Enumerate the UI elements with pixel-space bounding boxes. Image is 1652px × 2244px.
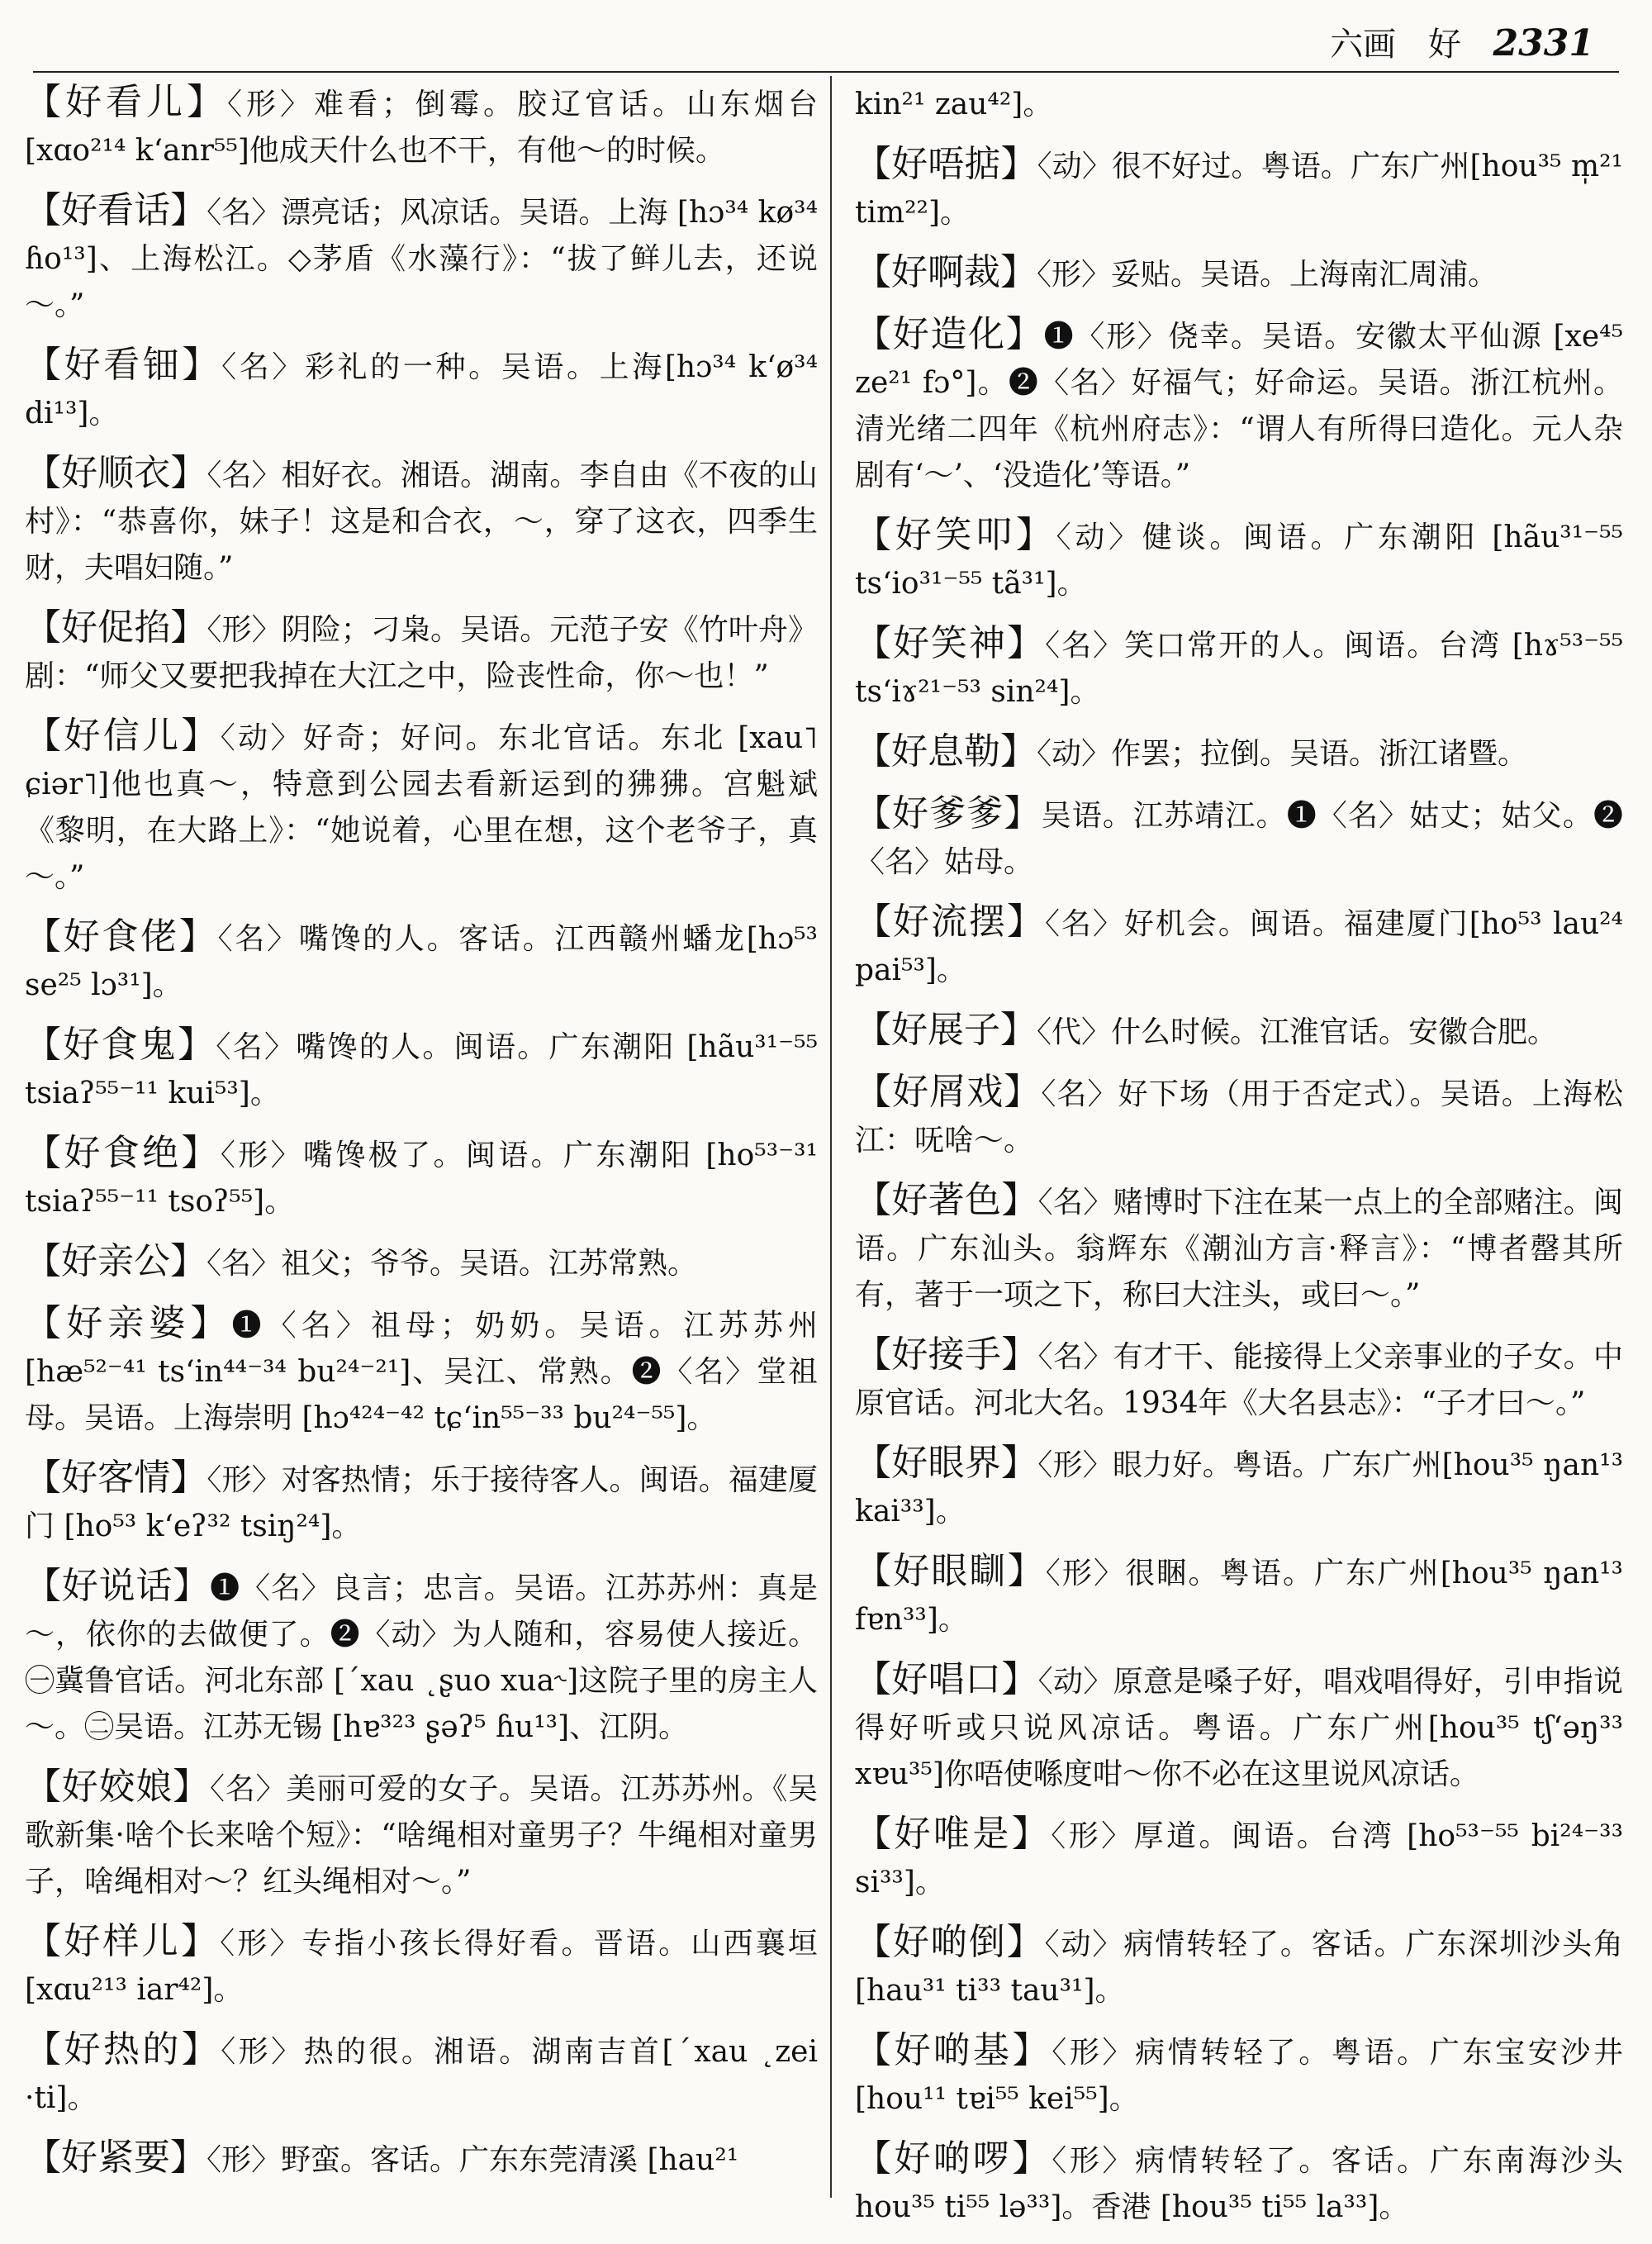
- entry-definition: 〈形〉病情转轻了。粤语。广东宝安沙井 [hou¹¹ tɐi⁵⁵ kei⁵⁵]。: [855, 2036, 1623, 2116]
- page-number: 2331: [1493, 22, 1594, 64]
- dictionary-entry: [25, 342, 818, 437]
- dictionary-entry: [855, 899, 1623, 994]
- dictionary-entry: [25, 1918, 818, 2013]
- dictionary-entry: [25, 1022, 818, 1117]
- dictionary-entry: [855, 1007, 1623, 1056]
- entry-definition: 〈动〉原意是嗓子好，唱戏唱得好，引申指说得好听或只说风凉话。粤语。广东广州[hou³⁵ tʃʻəŋ³³ xɐu³⁵]你唔使喺度咁～你不必在这里说风凉话。: [855, 1665, 1623, 1791]
- entry-definition: 〈形〉很睏。粤语。广东广州[hou³⁵ ŋan¹³ fɐn³³]。: [855, 1557, 1623, 1637]
- entry-headword: 【好食绝】: [25, 1132, 221, 1174]
- entry-headword: 【好息勒】: [855, 730, 1037, 773]
- entry-headword: 【好爹爹】: [855, 792, 1042, 834]
- entry-definition: 〈名〉美丽可爱的女子。吴语。江苏苏州。《吴歌新集·啥个长来啥个短》：“啥绳相对童男子？牛绳相对童男子，啥绳相对～？红头绳相对～。”: [25, 1772, 818, 1899]
- entry-headword: 【好食佬】: [25, 915, 218, 958]
- dictionary-entry: [855, 791, 1623, 886]
- entry-headword: 【好亲公】: [25, 1240, 206, 1282]
- dictionary-entry: [25, 1563, 818, 1751]
- dictionary-entry: [855, 1919, 1623, 2014]
- header-rule: [33, 71, 1619, 73]
- dictionary-entry: [855, 1332, 1623, 1427]
- entry-definition: 〈形〉热的很。湘语。湖南吉首[ˊxau ˛zei ·ti]。: [25, 2035, 819, 2115]
- entry-headword: 【好展子】: [855, 1009, 1037, 1051]
- entry-headword: 【好促掐】: [25, 606, 207, 649]
- entry-definition: 〈名〉祖父；爷爷。吴语。江苏常熟。: [206, 1247, 698, 1281]
- entry-headword: 【好热的】: [25, 2028, 221, 2070]
- dictionary-entry: [855, 620, 1623, 716]
- entry-headword: 【好接手】: [855, 1334, 1038, 1376]
- dictionary-entry: [855, 1177, 1623, 1319]
- dictionary-entry: [25, 713, 818, 901]
- section-label: 六画: [1330, 26, 1397, 64]
- entry-definition: 〈名〉赌博时下注在某一点上的全部赌注。闽语。广东汕头。翁辉东《潮汕方言·释言》：“博者罄其所有，著于一项之下，称曰大注头，或曰～。”: [855, 1186, 1623, 1312]
- entry-definition: ❶〈名〉祖母；奶奶。吴语。江苏苏州[hæ⁵²⁻⁴¹ tsʻin⁴⁴⁻³⁴ bu²⁴⁻²¹]、吴江、常熟。❷〈名〉堂祖母。吴语。上海崇明 [hɔ⁴²⁴⁻⁴² tɕʻin⁵⁵⁻³³ bu²⁴⁻⁵⁵]。: [25, 1309, 818, 1435]
- entry-headword: 【好啲基】: [855, 2029, 1052, 2071]
- entry-definition: 〈形〉厚道。闽语。台湾 [ho⁵³⁻⁵⁵ bi²⁴⁻³³ si³³]。: [855, 1819, 1624, 1899]
- entry-definition: kin²¹ zau⁴²]。: [855, 88, 1053, 121]
- dictionary-entry: [25, 1130, 818, 1225]
- entry-definition: 〈动〉很不好过。粤语。广东广州[hou³⁵ m̩²¹ tim²²]。: [855, 150, 1623, 230]
- dictionary-entry: [855, 1548, 1623, 1643]
- entry-definition: 〈名〉彩礼的一种。吴语。上海[hɔ³⁴ kʻø³⁴ di¹³]。: [25, 350, 818, 430]
- dictionary-entry: [855, 2136, 1623, 2231]
- entry-definition: ❶〈名〉良言；忠言。吴语。江苏苏州：真是～，依你的去做便了。❷〈动〉为人随和，容易使人接近。㊀冀鲁官话。河北东部 [ˊxau ˛ʂuo xua˞]这院子里的房主人～。㊁吴语。江苏无锡 [hɐ³²³ ʂəʔ⁵ ɦu¹³]、江阴。: [25, 1571, 818, 1744]
- entry-headword: 【好看话】: [25, 189, 207, 231]
- dictionary-entry: [25, 79, 818, 174]
- entry-headword: 【好啲倒】: [855, 1921, 1045, 1963]
- dictionary-entry: [855, 79, 1623, 128]
- entry-definition: 〈名〉嘴馋的人。闽语。广东潮阳 [hãu³¹⁻⁵⁵ tsiaʔ⁵⁵⁻¹¹ kui⁵³]。: [25, 1030, 818, 1110]
- dictionary-entry: [855, 1440, 1623, 1535]
- entry-definition: 〈形〉病情转轻了。客话。广东南海沙头 hou³⁵ ti⁵⁵ lə³³]。香港 [hou³⁵ ti⁵⁵ la³³]。: [855, 2144, 1623, 2224]
- entry-headword: 【好看儿】: [25, 81, 227, 123]
- right-column: [855, 79, 1623, 2244]
- entry-headword: 【好流摆】: [855, 901, 1045, 943]
- entry-headword: 【好眼界】: [855, 1442, 1038, 1484]
- dictionary-entry: [855, 1811, 1623, 1906]
- entry-definition: 〈名〉笑口常开的人。闽语。台湾 [hɤ⁵³⁻⁵⁵ tsʻiɤ²¹⁻⁵³ sin²⁴]。: [855, 629, 1623, 709]
- entry-headword: 【好唱口】: [855, 1658, 1038, 1700]
- dictionary-entry: [855, 141, 1623, 236]
- dictionary-entry: [25, 1300, 818, 1442]
- entry-definition: 〈形〉眼力好。粤语。广东广州[hou³⁵ ŋan¹³ kai³³]。: [855, 1448, 1623, 1528]
- dictionary-entry: [855, 250, 1623, 298]
- entry-definition: 〈形〉嘴馋极了。闽语。广东潮阳 [ho⁵³⁻³¹ tsiaʔ⁵⁵⁻¹¹ tsoʔ⁵⁵]。: [25, 1139, 819, 1219]
- dictionary-entry: [855, 1657, 1623, 1798]
- entry-headword: 【好紧要】: [25, 2137, 206, 2179]
- dictionary-entry: [855, 1069, 1623, 1164]
- entry-headword: 【好啲啰】: [855, 2137, 1052, 2180]
- entry-definition: ❶〈形〉侥幸。吴语。安徽太平仙源 [xe⁴⁵ ze²¹ fɔ°]。❷〈名〉好福气；好命运。吴语。浙江杭州。清光绪二四年《杭州府志》：“谓人有所得曰造化。元人杂剧有‘～’、‘没造化’等语。”: [855, 320, 1624, 492]
- entry-headword: 【好眼瞓】: [855, 1550, 1046, 1592]
- dictionary-entry: [855, 2028, 1623, 2123]
- entry-definition: 〈代〉什么时候。江淮官话。安徽合肥。: [1037, 1015, 1558, 1049]
- dictionary-entry: [25, 1238, 818, 1287]
- running-header: [1308, 18, 1594, 65]
- entry-headword: 【好顺衣】: [25, 452, 207, 494]
- entry-definition: 〈形〉妥贴。吴语。上海南汇周浦。: [1037, 258, 1498, 292]
- entry-headword: 【好信儿】: [25, 715, 221, 757]
- entry-headword: 【好造化】: [855, 313, 1044, 355]
- entry-definition: 〈形〉阴险；刁枭。吴语。元范子安《竹叶舟》剧：“师父又要把我掉在大江之中，险丧性命，你～也！”: [25, 613, 818, 693]
- entry-headword: 【好姣娘】: [25, 1766, 210, 1808]
- entry-definition: 〈名〉相好衣。湘语。湖南。李自由《不夜的山村》：“恭喜你，妹子！这是和合衣，～，穿了这衣，四季生财，夫唱妇随。”: [25, 459, 818, 585]
- dictionary-entry: [855, 512, 1623, 607]
- dictionary-entry: [25, 450, 818, 592]
- entry-definition: 〈形〉专指小孩长得好看。晋语。山西襄垣 [xɑu²¹³ iar⁴²]。: [25, 1927, 818, 2007]
- dictionary-entry: [25, 2027, 818, 2122]
- left-column: [25, 79, 818, 2197]
- dictionary-entry: [25, 1455, 818, 1550]
- dictionary-entry: [25, 605, 818, 700]
- entry-definition: 〈名〉好机会。闽语。福建厦门[ho⁵³ lau²⁴ pai⁵³]。: [855, 907, 1623, 987]
- entry-headword: 【好啊裁】: [855, 251, 1037, 293]
- header-character: 好: [1427, 26, 1461, 64]
- entry-definition: 〈名〉好下场（用于否定式）。吴语。上海松江：呒啥～。: [855, 1077, 1623, 1158]
- dictionary-entry: [25, 1764, 818, 1905]
- entry-definition: 吴语。江苏靖江。❶〈名〉姑丈；姑父。❷〈名〉姑母。: [855, 799, 1623, 879]
- entry-headword: 【好说话】: [25, 1565, 211, 1607]
- entry-headword: 【好亲婆】: [25, 1302, 232, 1344]
- entry-headword: 【好唯是】: [855, 1813, 1051, 1855]
- dictionary-entry: [25, 914, 818, 1009]
- entry-definition: 〈名〉漂亮话；风凉话。吴语。上海 [hɔ³⁴ kø³⁴ ɦo¹³]、上海松江。◇茅盾《水藻行》：“拔了鲜儿去，还说～。”: [25, 196, 818, 322]
- dictionary-entry: [855, 729, 1623, 777]
- entry-definition: 〈名〉嘴馋的人。客话。江西赣州蟠龙[hɔ⁵³ se²⁵ lɔ³¹]。: [25, 922, 818, 1002]
- column-divider: [830, 76, 832, 2198]
- entry-headword: 【好唔掂】: [855, 143, 1037, 185]
- entry-definition: 〈形〉野蛮。客话。广东东莞清溪 [hau²¹: [206, 2143, 739, 2177]
- entry-definition: 〈形〉对客热情；乐于接待客人。闽语。福建厦门 [ho⁵³ kʻeʔ³² tsiŋ²⁴]。: [25, 1463, 818, 1543]
- entry-headword: 【好样儿】: [25, 1920, 221, 1962]
- entry-definition: 〈名〉有才干、能接得上父亲事业的子女。中原官话。河北大名。1934年《大名县志》：“子才曰～。”: [855, 1340, 1623, 1420]
- entry-headword: 【好食鬼】: [25, 1024, 216, 1066]
- entry-headword: 【好著色】: [855, 1179, 1038, 1221]
- entry-headword: 【好屑戏】: [855, 1071, 1042, 1113]
- entry-definition: 〈动〉作罢；拉倒。吴语。浙江诸暨。: [1037, 737, 1528, 771]
- entry-definition: 〈动〉健谈。闽语。广东潮阳 [hãu³¹⁻⁵⁵ tsʻio³¹⁻⁵⁵ tã³¹]。: [855, 521, 1623, 601]
- dictionary-entry: [855, 311, 1623, 499]
- entry-definition: 〈动〉病情转轻了。客话。广东深圳沙头角 [hau³¹ ti³³ tau³¹]。: [855, 1928, 1623, 2008]
- dictionary-entry: [25, 2135, 818, 2184]
- entry-headword: 【好客情】: [25, 1457, 207, 1499]
- entry-headword: 【好笑神】: [855, 622, 1046, 664]
- entry-definition: 〈形〉难看；倒霉。胶辽官话。山东烟台[xɑo²¹⁴ kʻanr⁵⁵]他成天什么也不干，有他～的时候。: [25, 88, 818, 168]
- entry-definition: 〈动〉好奇；好问。东北官话。东北 [xau˥ ɕiər˥]他也真～，特意到公园去看新运到的狒狒。宫魁斌《黎明，在大路上》：“她说着，心里在想，这个老爷子，真～。”: [25, 721, 818, 894]
- entry-headword: 【好笑叩】: [855, 514, 1056, 556]
- dictionary-entry: [25, 188, 818, 329]
- entry-headword: 【好看钿】: [25, 344, 222, 386]
